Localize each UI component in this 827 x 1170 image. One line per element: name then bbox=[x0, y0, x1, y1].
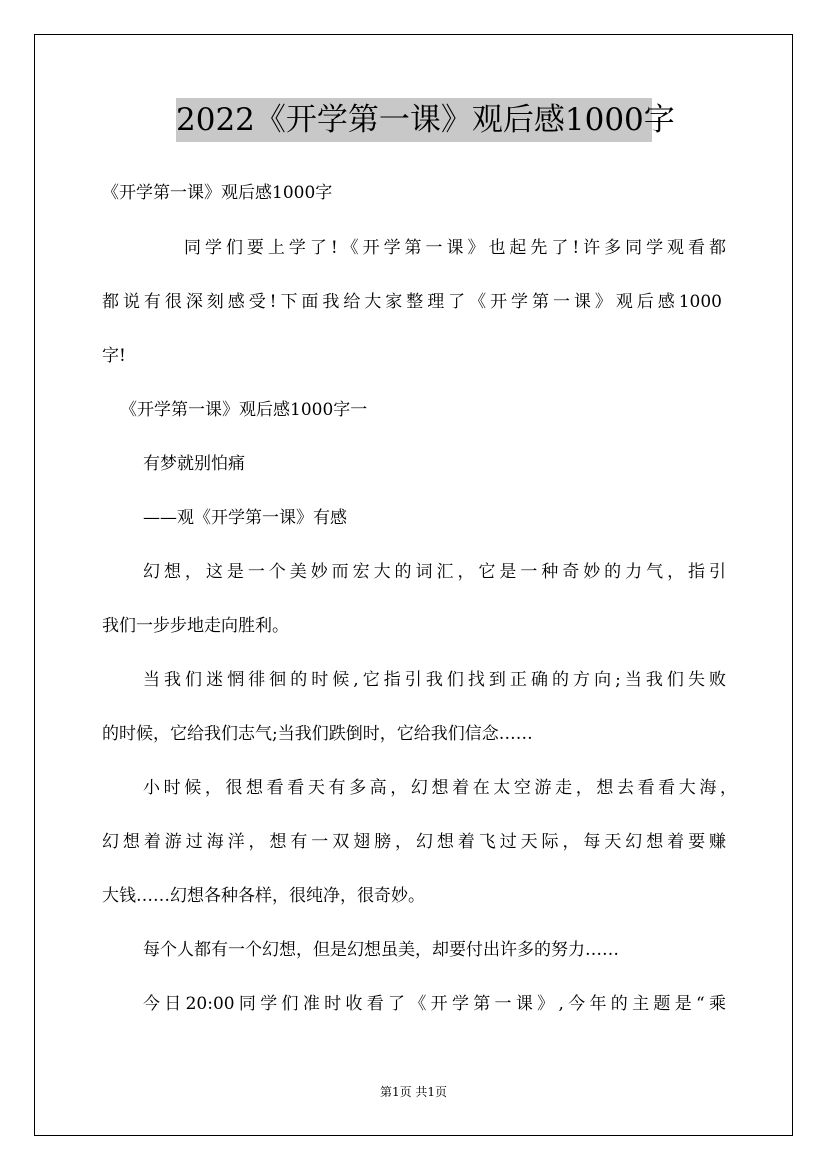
text-line: 同学们要上学了!《开学第一课》也起先了!许多同学观看都 bbox=[184, 238, 726, 258]
document-title: 2022《开学第一课》观后感1000字 bbox=[176, 98, 652, 142]
text-line: 字! bbox=[102, 346, 126, 366]
text-line: 我们一步步地走向胜利。 bbox=[102, 616, 289, 636]
text-line: 《开学第一课》观后感1000字一 bbox=[120, 400, 368, 420]
text-line: 今日20:00同学们准时收看了《开学第一课》,今年的主题是“乘 bbox=[143, 994, 726, 1014]
page-number: 第1页 共1页 bbox=[379, 1085, 448, 1099]
text-line: 的时候，它给我们志气;当我们跌倒时，它给我们信念…… bbox=[102, 724, 533, 744]
text-line: 小时候，很想看看天有多高，幻想着在太空游走，想去看看大海， bbox=[143, 778, 737, 798]
text-line: 都说有很深刻感受!下面我给大家整理了《开学第一课》观后感1000 bbox=[102, 292, 722, 312]
text-line: 幻想着游过海洋，想有一双翅膀，幻想着飞过天际，每天幻想着要赚 bbox=[102, 832, 726, 852]
text-line: 幻想，这是一个美妙而宏大的词汇，它是一种奇妙的力气，指引 bbox=[143, 562, 726, 582]
text-line: 每个人都有一个幻想，但是幻想虽美，却要付出许多的努力…… bbox=[143, 940, 619, 960]
text-line: ——观《开学第一课》有感 bbox=[143, 508, 347, 528]
text-line: 《开学第一课》观后感1000字 bbox=[102, 183, 333, 203]
text-line: 当我们迷惘徘徊的时候,它指引我们找到正确的方向;当我们失败 bbox=[143, 670, 726, 690]
text-line: 大钱……幻想各种各样，很纯净，很奇妙。 bbox=[102, 886, 425, 906]
text-line: 有梦就别怕痛 bbox=[143, 454, 245, 474]
